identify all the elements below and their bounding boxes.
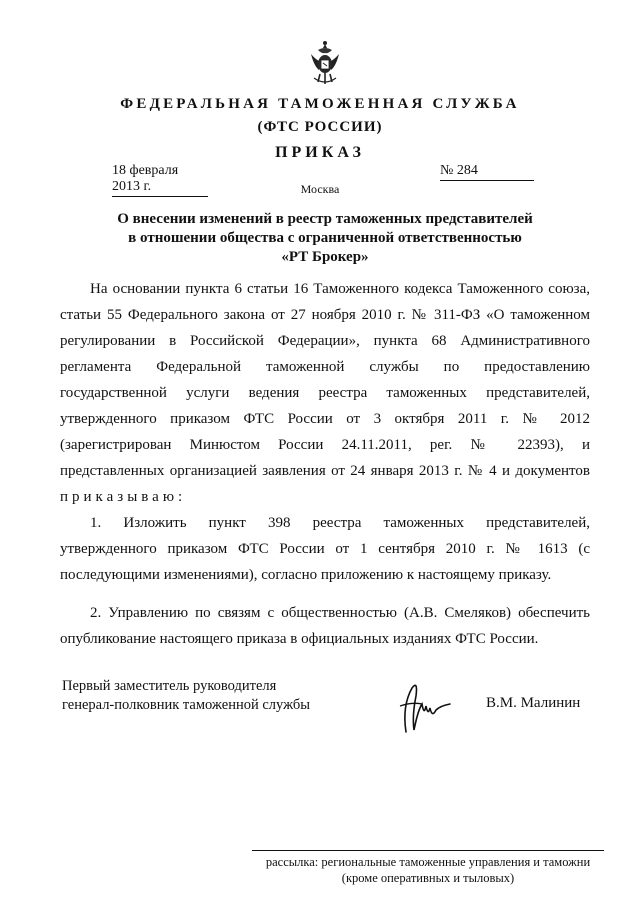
title-line: О внесении изменений в реестр таможенных представителей <box>117 211 533 227</box>
order-word: приказываю: <box>60 489 187 505</box>
position-line: генерал-полковник таможенной службы <box>62 697 311 713</box>
org-name: ФЕДЕРАЛЬНАЯ ТАМОЖЕННАЯ СЛУЖБА <box>120 96 520 112</box>
item1-line: утвержденного приказом ФТС России от 1 сентября 2010 г. № 1613 (с <box>60 541 590 557</box>
signatory-position <box>62 677 310 715</box>
doc-title <box>60 210 590 267</box>
handwritten-signature-icon <box>392 676 456 740</box>
item2-line: опубликование настоящего приказа в официальных изданиях ФТС России. <box>60 631 539 647</box>
title-line: «РТ Брокер» <box>281 249 369 265</box>
title-line: в отношении общества с ограниченной ответственностью <box>128 230 522 246</box>
item1-line: 1. Изложить пункт 398 реестра таможенных представителей, <box>90 515 590 531</box>
org-abbr: (ФТС РОССИИ) <box>257 119 383 135</box>
doc-type: ПРИКАЗ <box>275 144 365 161</box>
body-line: статьи 55 Федерального закона от 27 ноября 2010 г. № 311-ФЗ «О таможенном <box>60 307 590 323</box>
body-line: регулировании в Российской Федерации», пункта 68 Административного <box>60 333 590 349</box>
distribution-list <box>252 850 604 886</box>
body-line: регламента Федеральной таможенной службы по предоставлению <box>60 359 590 375</box>
distribution-line: рассылка: региональные таможенные управления и таможни <box>265 855 591 869</box>
position-line: Первый заместитель руководителя <box>62 678 277 694</box>
body-line: утвержденного приказом ФТС России от 3 октября 2011 г. № 2012 <box>60 411 590 427</box>
body-line: государственной услуги ведения реестра таможенных представителей, <box>60 385 590 401</box>
signatory-name: В.М. Малинин <box>486 695 581 711</box>
distribution-line: (кроме оперативных и тыловых) <box>341 871 515 885</box>
doc-date: 18 февраля 2013 г. <box>112 163 208 197</box>
russian-coat-of-arms-icon <box>308 40 342 86</box>
item1-line: последующими изменениями), согласно приложению к настоящему приказу. <box>60 567 552 583</box>
body-line: На основании пункта 6 статьи 16 Таможенного кодекса Таможенного союза, <box>90 281 590 297</box>
body-line: представленных организацией заявления от 24 января 2013 г. № 4 и документов <box>60 463 590 479</box>
doc-number: № 284 <box>440 163 534 181</box>
doc-city: Москва <box>300 182 340 196</box>
body-line: (зарегистрирован Минюстом России 24.11.2011, рег. № 22393), и <box>60 437 590 453</box>
doc-body <box>60 276 590 652</box>
item2-line: 2. Управлению по связям с общественностью (А.В. Смеляков) обеспечить <box>90 605 590 621</box>
